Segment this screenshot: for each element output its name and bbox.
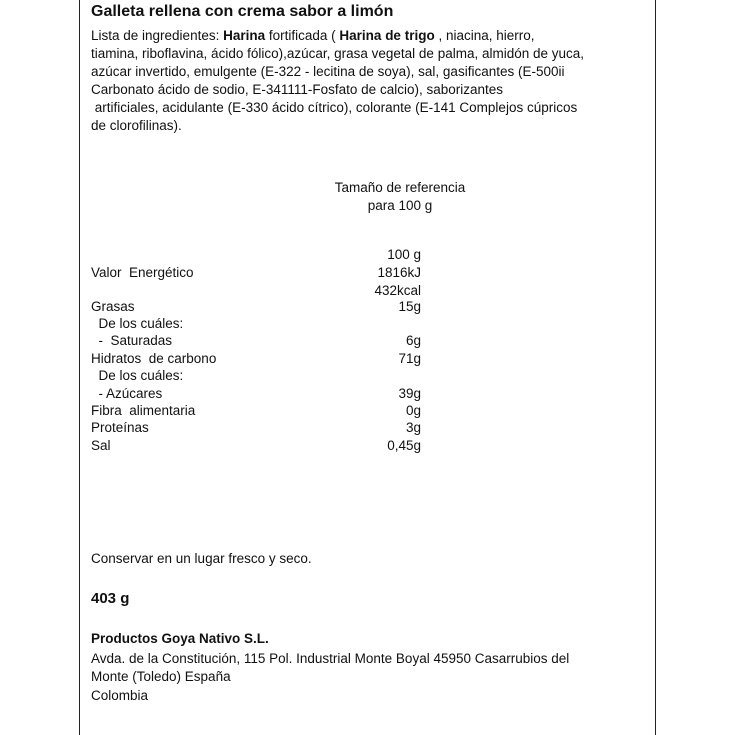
nutrient-label: Fibra alimentaria xyxy=(91,403,196,418)
nutrient-label: De los cuáles: xyxy=(91,316,184,331)
ingredients-label: Lista de ingredientes: xyxy=(91,28,224,43)
ingredient-bold: de xyxy=(381,28,405,43)
ingredients-line: tiamina, riboflavina, ácido fólico),azúcar, grasa vegetal de palma, almidón de yuca, xyxy=(91,46,585,61)
nutrient-value: 0,45g xyxy=(387,438,421,453)
nutrition-row xyxy=(91,332,451,349)
nutrient-value: 3g xyxy=(405,420,421,435)
nutrient-value: 1816kJ xyxy=(377,265,421,280)
nutrient-label: Valor Energético xyxy=(91,265,194,280)
nutrition-row xyxy=(91,437,451,454)
nutrition-row xyxy=(91,298,451,315)
nutrition-row xyxy=(91,282,451,299)
nutrient-value: 39g xyxy=(398,386,421,401)
storage-instructions: Conservar en un lugar fresco y seco. xyxy=(91,551,312,566)
nutrition-row xyxy=(91,350,451,367)
ingredients-line: azúcar invertido, emulgente (E-322 - lecitina de soya), sal, gasificantes (E-500ii xyxy=(91,64,565,79)
company-address-line2: Monte (Toledo) España xyxy=(91,669,231,684)
ingredients-line: artificiales, acidulante (E-330 ácido cítrico), colorante (E-141 Complejos cúpricos xyxy=(91,100,578,115)
ingredient-text: fortificada ( xyxy=(265,28,340,43)
ingredients-line xyxy=(91,27,651,45)
nutrient-value: 0g xyxy=(405,403,421,418)
product-title: Galleta rellena con crema sabor a limón xyxy=(91,3,394,20)
ingredients-line: Carbonato ácido de sodio, E-341111-Fosfato de calcio), saborizantes xyxy=(91,82,503,97)
nutrient-value: 6g xyxy=(405,333,421,348)
nutrition-row xyxy=(91,246,451,263)
nutrient-label: Sal xyxy=(91,438,111,453)
ingredients-line: de clorofilinas). xyxy=(91,118,182,133)
company-name: Productos Goya Nativo S.L. xyxy=(91,631,269,646)
company-country: Colombia xyxy=(91,688,149,703)
nutrient-value: 432kcal xyxy=(374,283,421,298)
reference-size-subtitle: para 100 g xyxy=(367,198,433,213)
net-weight: 403 g xyxy=(91,590,130,607)
nutrient-label: - Saturadas xyxy=(91,333,173,348)
nutrition-row xyxy=(91,402,451,419)
nutrient-label: - Azúcares xyxy=(91,386,163,401)
ingredient-text: , niacina, hierro, xyxy=(434,28,535,43)
nutrition-row xyxy=(91,367,451,384)
ingredient-bold: trigo xyxy=(404,28,435,43)
nutrient-value: 15g xyxy=(398,299,421,314)
ingredient-bold: Harina xyxy=(223,28,266,43)
reference-size-header xyxy=(300,179,500,215)
nutrient-label: Proteínas xyxy=(91,420,149,435)
company-address-line1: Avda. de la Constitución, 115 Pol. Industrial Monte Boyal 45950 Casarrubios del xyxy=(91,651,570,666)
nutrient-value: 100 g xyxy=(387,247,421,262)
nutrition-row xyxy=(91,315,451,332)
ingredients-list xyxy=(91,27,651,135)
ingredient-bold: Harina xyxy=(339,28,382,43)
nutrient-label: Hidratos de carbono xyxy=(91,351,217,366)
nutrient-value: 71g xyxy=(398,351,421,366)
nutrition-row xyxy=(91,419,451,436)
nutrient-label: De los cuáles: xyxy=(91,368,184,383)
reference-size-title: Tamaño de referencia xyxy=(334,180,466,195)
nutrition-row xyxy=(91,385,451,402)
nutrient-label: Grasas xyxy=(91,299,135,314)
nutrition-row xyxy=(91,264,451,281)
